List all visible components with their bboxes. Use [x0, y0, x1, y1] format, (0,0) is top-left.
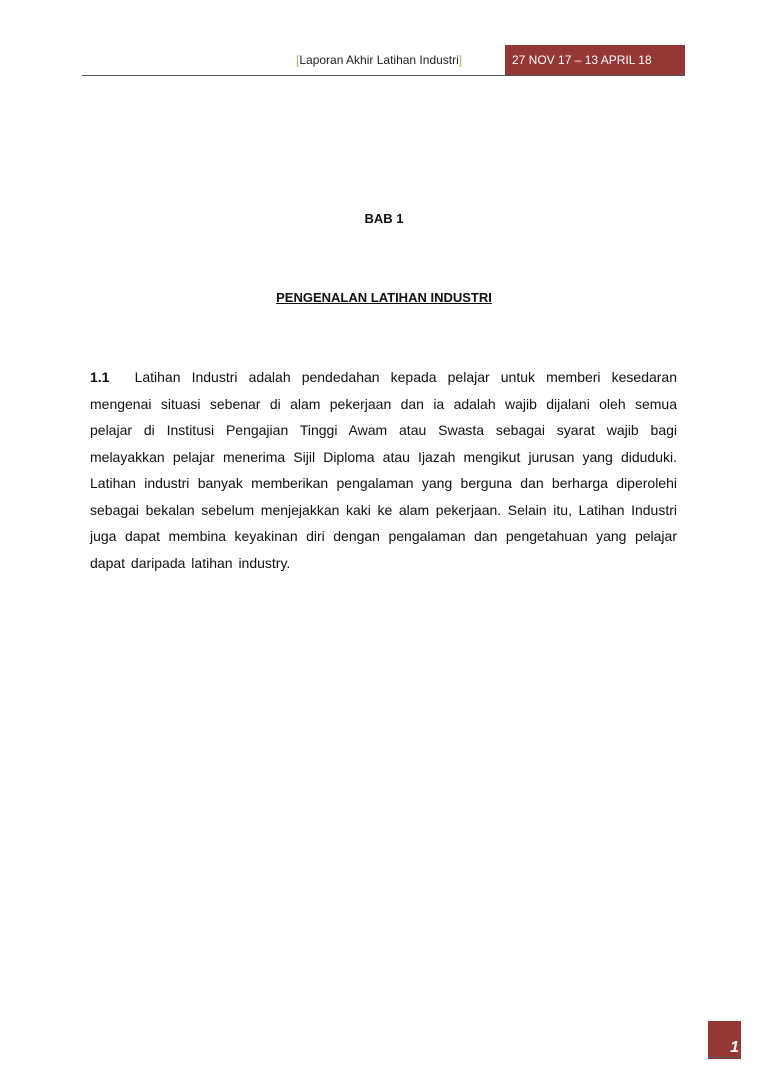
header-divider — [82, 75, 685, 76]
page-header — [0, 45, 768, 77]
document-title-text: Laporan Akhir Latihan Industri — [299, 53, 459, 67]
page-number-underline — [708, 1057, 741, 1058]
section-heading-text: PENGENALAN LATIHAN INDUSTRI — [276, 290, 492, 305]
document-title — [296, 53, 462, 67]
title-bracket-close: ] — [458, 53, 463, 67]
paragraph-text: Latihan Industri adalah pendedahan kepada pelajar untuk memberi kesedaran mengenai situasi sebenar di alam pekerjaan dan ia adalah wajib dijalani oleh semua pelajar di Institusi Pengajian Tinggi Awam atau Swasta sebagai syarat wajib bagi melayakkan pelajar menerima Sijil Diploma atau Ijazah mengikut jurusan yang diduduki. Latihan industri banyak memberikan pengalaman yang berguna dan berharga diperolehi sebagai bekalan sebelum menjejakkan kaki ke alam pekerjaan. Selain itu, Latihan Industri juga dapat membina keyakinan diri dengan pengalaman dan pengetahuan yang pelajar dapat daripada latihan industry. — [90, 369, 678, 571]
paragraph-number: 1.1 — [90, 369, 110, 385]
section-heading — [0, 290, 768, 305]
page-number-badge: 1 — [708, 1021, 741, 1059]
title-bracket-open: [ — [296, 53, 300, 67]
chapter-heading: BAB 1 — [364, 211, 404, 226]
body-paragraph — [90, 364, 677, 576]
date-range-badge: 27 NOV 17 – 13 APRIL 18 — [505, 45, 685, 75]
